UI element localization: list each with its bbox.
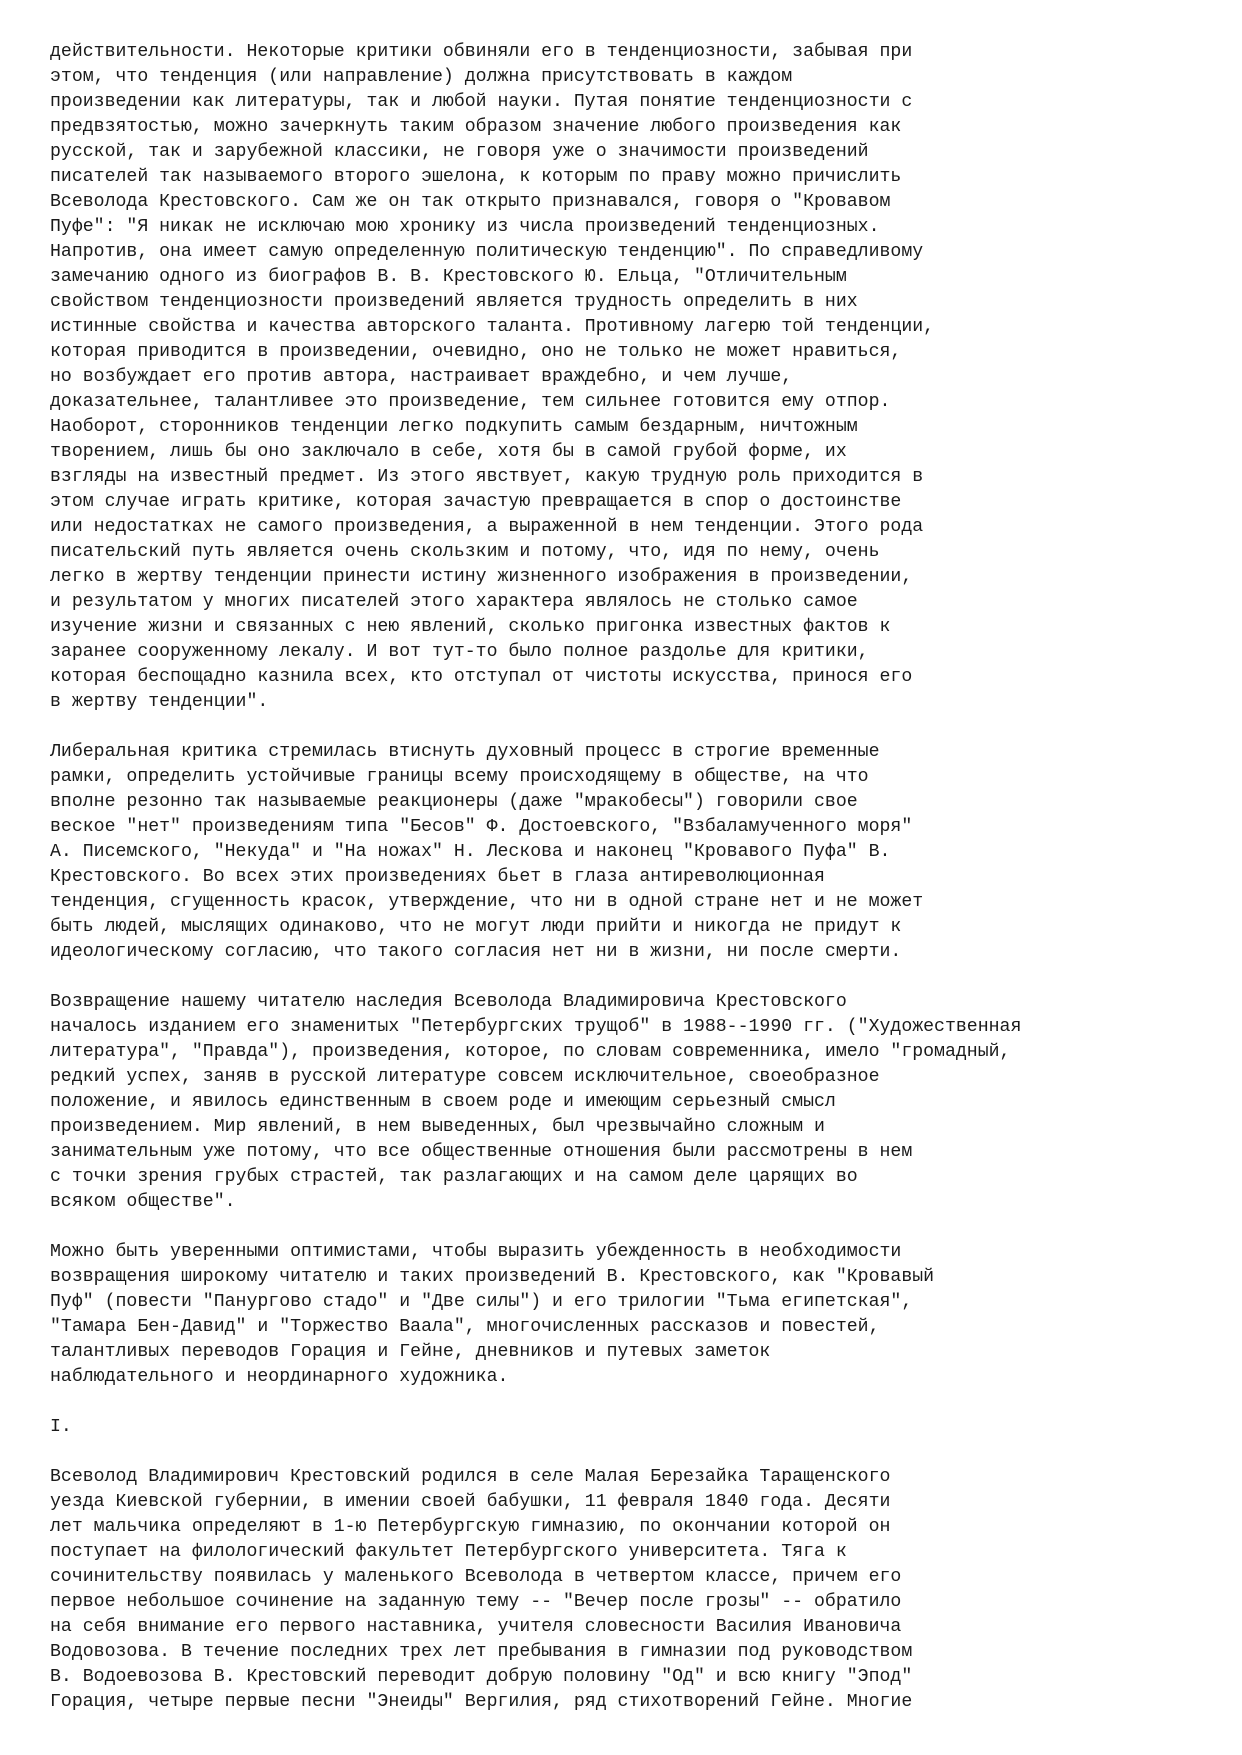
text-line: лет мальчика определяют в 1-ю Петербургскую гимназию, по окончании которой он [50, 1517, 891, 1537]
text-line: Водовозова. В течение последних трех лет пребывания в гимназии под руководством [50, 1642, 913, 1662]
text-line: возвращения широкому читателю и таких произведений В. Крестовского, как "Кровавый [50, 1267, 935, 1287]
text-line: первое небольшое сочинение на заданную тему -- "Вечер после грозы" -- обратило [50, 1592, 902, 1612]
text-line: уезда Киевской губернии, в имении своей бабушки, 11 февраля 1840 года. Десяти [50, 1492, 891, 1512]
text-line: Наоборот, сторонников тенденции легко подкупить самым бездарным, ничтожным [50, 417, 858, 437]
text-line: быть людей, мыслящих одинаково, что не могут люди прийти и никогда не придут к [50, 917, 902, 937]
paragraph-optimists [50, 1240, 1230, 1390]
text-line: которая приводится в произведении, очевидно, оно не только не может нравиться, [50, 342, 902, 362]
text-line: всяком обществе". [50, 1192, 236, 1212]
text-line: занимательным уже потому, что все общественные отношения были рассмотрены в нем [50, 1142, 913, 1162]
text-line: Пуф" (повести "Панургово стадо" и "Две силы") и его трилогии "Тьма египетская", [50, 1292, 913, 1312]
text-line: тенденция, сгущенность красок, утверждение, что ни в одной стране нет и не может [50, 892, 924, 912]
text-line: взгляды на известный предмет. Из этого явствует, какую трудную роль приходится в [50, 467, 924, 487]
text-line: с точки зрения грубых страстей, так разлагающих и на самом деле царящих во [50, 1167, 858, 1187]
text-line: началось изданием его знаменитых "Петербургских трущоб" в 1988--1990 гг. ("Художественная [50, 1017, 1022, 1037]
text-line: на себя внимание его первого наставника, учителя словесности Василия Ивановича [50, 1617, 902, 1637]
text-line: заранее сооруженному лекалу. И вот тут-то было полное раздолье для критики, [50, 642, 869, 662]
text-line: творением, лишь бы оно заключало в себе, хотя бы в самой грубой форме, их [50, 442, 847, 462]
text-line: истинные свойства и качества авторского таланта. Противному лагерю той тенденции, [50, 317, 935, 337]
text-line: доказательнее, талантливее это произведение, тем сильнее готовится ему отпор. [50, 392, 891, 412]
text-line: в жертву тенденции". [50, 692, 269, 712]
text-line: писателей так называемого второго эшелона, к которым по праву можно причислить [50, 167, 902, 187]
text-line: В. Водоевозова В. Крестовский переводит добрую половину "Од" и всю книгу "Эпод" [50, 1667, 913, 1687]
text-line: Крестовского. Во всех этих произведениях бьет в глаза антиреволюционная [50, 867, 825, 887]
text-line: литература", "Правда"), произведения, которое, по словам современника, имело "громадный, [50, 1042, 1011, 1062]
text-line: замечанию одного из биографов В. В. Крестовского Ю. Ельца, "Отличительным [50, 267, 847, 287]
text-line: и результатом у многих писателей этого характера являлось не столько самое [50, 592, 858, 612]
text-line: положение, и явилось единственным в своем роде и имеющим серьезный смысл [50, 1092, 836, 1112]
text-line: Можно быть уверенными оптимистами, чтобы выразить убежденность в необходимости [50, 1242, 902, 1262]
text-line: талантливых переводов Горация и Гейне, дневников и путевых заметок [50, 1342, 771, 1362]
text-line: идеологическому согласию, что такого согласия нет ни в жизни, ни после смерти. [50, 942, 902, 962]
text-line: но возбуждает его против автора, настраивает враждебно, и чем лучше, [50, 367, 793, 387]
section-number: I. [50, 1417, 72, 1437]
text-line: предвзятостью, можно зачеркнуть таким образом значение любого произведения как [50, 117, 902, 137]
text-line: писательский путь является очень скользким и потому, что, идя по нему, очень [50, 542, 880, 562]
text-line: Пуфе": "Я никак не исключаю мою хронику из числа произведений тенденциозных. [50, 217, 880, 237]
paragraph-tendency [50, 40, 1230, 715]
text-line: произведении как литературы, так и любой науки. Путая понятие тенденциозности с [50, 92, 913, 112]
text-line: которая беспощадно казнила всех, кто отступал от чистоты искусства, принося его [50, 667, 913, 687]
text-line: изучение жизни и связанных с нею явлений, сколько пригонка известных фактов к [50, 617, 891, 637]
text-line: Всеволод Владимирович Крестовский родился в селе Малая Березайка Таращенского [50, 1467, 891, 1487]
text-line: Всеволода Крестовского. Сам же он так открыто признавался, говоря о "Кровавом [50, 192, 891, 212]
paragraph-liberal-criticism [50, 740, 1230, 965]
text-line: "Тамара Бен-Давид" и "Торжество Ваала", многочисленных рассказов и повестей, [50, 1317, 880, 1337]
section-heading [50, 1415, 1230, 1440]
text-line: А. Писемского, "Некуда" и "На ножах" Н. Лескова и наконец "Кровавого Пуфа" В. [50, 842, 891, 862]
text-line: редкий успех, заняв в русской литературе совсем исключительное, своеобразное [50, 1067, 880, 1087]
text-line: Горация, четыре первые песни "Энеиды" Вергилия, ряд стихотворений Гейне. Многие [50, 1692, 913, 1712]
text-line: этом случае играть критике, которая зачастую превращается в спор о достоинстве [50, 492, 902, 512]
text-line: веское "нет" произведениям типа "Бесов" Ф. Достоевского, "Взбаламученного моря" [50, 817, 913, 837]
text-line: сочинительству появилась у маленького Всеволода в четвертом классе, причем его [50, 1567, 902, 1587]
paragraph-biography [50, 1465, 1230, 1715]
text-line: Либеральная критика стремилась втиснуть духовный процесс в строгие временные [50, 742, 880, 762]
text-line: легко в жертву тенденции принести истину жизненного изображения в произведении, [50, 567, 913, 587]
text-line: наблюдательного и неординарного художника. [50, 1367, 509, 1387]
text-line: этом, что тенденция (или направление) должна присутствовать в каждом [50, 67, 793, 87]
text-line: поступает на филологический факультет Петербургского университета. Тяга к [50, 1542, 847, 1562]
paragraph-return-heritage [50, 990, 1230, 1215]
text-line: русской, так и зарубежной классики, не говоря уже о значимости произведений [50, 142, 869, 162]
text-line: или недостатках не самого произведения, а выраженной в нем тенденции. Этого рода [50, 517, 924, 537]
text-line: свойством тенденциозности произведений является трудность определить в них [50, 292, 858, 312]
text-line: действительности. Некоторые критики обвиняли его в тенденциозности, забывая при [50, 42, 913, 62]
text-line: рамки, определить устойчивые границы всему происходящему в обществе, на что [50, 767, 869, 787]
document-page [50, 40, 1230, 1740]
text-line: вполне резонно так называемые реакционеры (даже "мракобесы") говорили свое [50, 792, 858, 812]
text-line: Возвращение нашему читателю наследия Всеволода Владимировича Крестовского [50, 992, 847, 1012]
text-line: произведением. Мир явлений, в нем выведенных, был чрезвычайно сложным и [50, 1117, 825, 1137]
text-line: Напротив, она имеет самую определенную политическую тенденцию". По справедливому [50, 242, 924, 262]
